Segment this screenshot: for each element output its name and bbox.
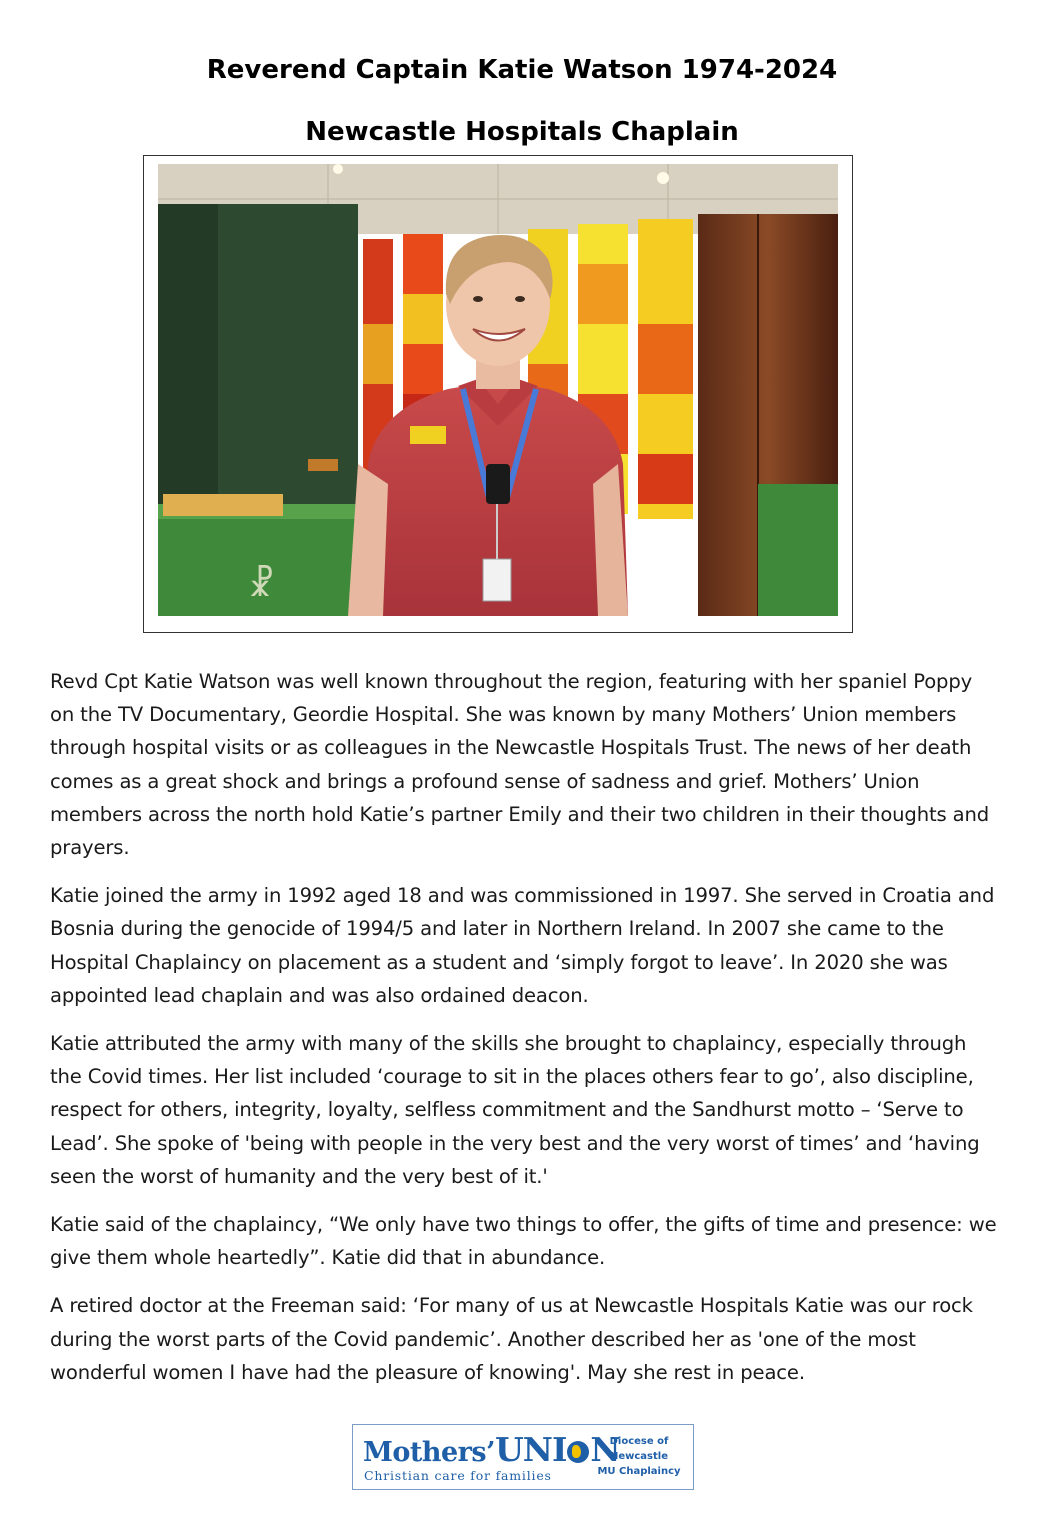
logo-wordmark [363,1430,620,1469]
globe-icon [567,1441,589,1463]
page-title: Reverend Captain Katie Watson 1974-2024 [206,55,838,85]
diocese-line-3: MU Chaplaincy [597,1466,681,1477]
paragraph-skills: Katie attributed the army with many of the skills she brought to chaplaincy, especially through the Covid times. Her list included ‘courage to sit in the places others fear to go’, also discipline, respect for others, integrity, loyalty, selfless commitment and the Sandhurst motto – ‘Serve to Lead’. She spoke of 'being with people in the very best and the very worst of times’ and ‘having seen the worst of humanity and the very best of it.' [50,1032,980,1188]
diocese-line-1: Diocese of [609,1436,669,1447]
portrait-photo-illustration [158,164,838,616]
page-subtitle: Newcastle Hospitals Chaplain [305,117,739,147]
logo-tagline: Christian care for families [364,1468,552,1483]
logo-diocese-text [589,1434,689,1479]
paragraph-tribute: A retired doctor at the Freeman said: ‘For many of us at Newcastle Hospitals Katie was our rock during the worst parts of the Covid pandemic’. Another described her as 'one of the most wonderful women I have had the pleasure of knowing'. May she rest in peace. [50,1294,973,1384]
mothers-union-logo [352,1424,694,1490]
paragraph-army-career: Katie joined the army in 1992 aged 18 and was commissioned in 1997. She served in Croatia and Bosnia during the genocide of 1994/5 and later in Northern Ireland. In 2007 she came to the Hospital Chaplaincy on placement as a student and ‘simply forgot to leave’. In 2020 she was appointed lead chaplain and was also ordained deacon. [50,884,995,1007]
article-body [50,665,1000,1404]
logo-word-mothers: Mothers’ [363,1437,496,1468]
logo-word-union-end: N [590,1430,620,1469]
diocese-line-2: Newcastle [609,1451,668,1462]
paragraph-introduction: Revd Cpt Katie Watson was well known throughout the region, featuring with her spaniel Poppy on the TV Documentary, Geordie Hospital. She was known by many Mothers’ Union members through hospital visits or as colleagues in the Newcastle Hospitals Trust. The news of her death comes as a great shock and brings a profound sense of sadness and grief. Mothers’ Union members across the north hold Katie’s partner Emily and their two children in their thoughts and prayers. [50,670,990,860]
portrait-photo [158,164,838,616]
paragraph-chaplaincy-quote: Katie said of the chaplaincy, “We only have two things to offer, the gifts of time and presence: we give them whole heartedly”. Katie did that in abundance. [50,1213,997,1270]
svg-text:☧: ☧ [248,565,275,605]
photo-frame [143,155,853,633]
logo-word-union-start: UNI [495,1430,567,1469]
